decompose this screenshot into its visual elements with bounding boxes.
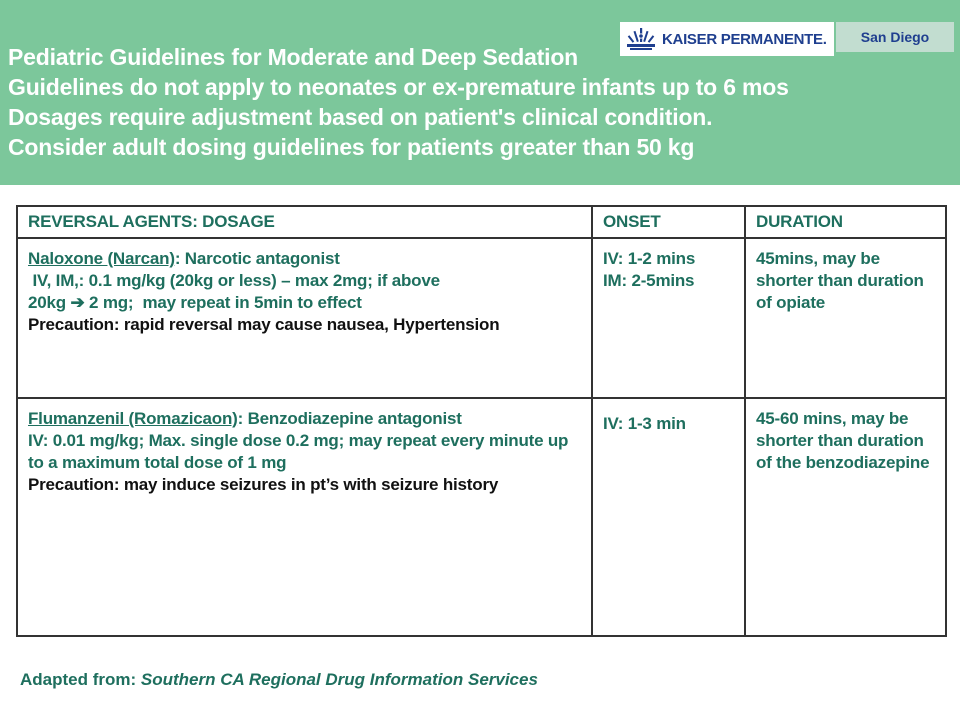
arrow-right-icon: ➔ (70, 293, 85, 312)
drug-name: Flumanzenil (Romazicaon) (28, 409, 238, 428)
dose-text: 2 mg; may repeat in 5min to effect (84, 293, 362, 312)
precaution-text: Precaution: may induce seizures in pt’s with seizure history (28, 475, 499, 494)
column-header-dosage: REVERSAL AGENTS: DOSAGE (17, 206, 592, 238)
dose-text: 20kg (28, 293, 71, 312)
precaution-text: Precaution: rapid reversal may cause nausea, Hypertension (28, 315, 500, 334)
dosage-cell (17, 398, 592, 636)
onset-text: IM: 2-5mins (603, 271, 695, 290)
onset-cell (592, 238, 745, 398)
onset-text: IV: 1-3 min (603, 414, 686, 433)
source-attribution (20, 670, 538, 690)
title-line: Pediatric Guidelines for Moderate and Deep Sedation (8, 44, 579, 70)
dosage-cell (17, 238, 592, 398)
kaiser-logo (620, 22, 834, 56)
title-line: Guidelines do not apply to neonates or ex-premature infants up to 6 mos (8, 74, 789, 100)
dose-text: IV: 0.01 mg/kg; Max. single dose 0.2 mg; may repeat every minute up to a maximum total dose of 1 mg (28, 431, 569, 472)
drug-class: : Benzodiazepine antagonist (237, 409, 462, 428)
duration-text: 45mins, may be shorter than duration of opiate (756, 249, 924, 312)
table-row (17, 238, 946, 398)
kaiser-logo-mark-icon (624, 24, 658, 54)
drug-class: : Narcotic antagonist (174, 249, 340, 268)
column-header-duration: DURATION (745, 206, 946, 238)
onset-text: IV: 1-2 mins (603, 249, 696, 268)
table-header-row (17, 206, 946, 238)
duration-cell (745, 238, 946, 398)
table-row (17, 398, 946, 636)
title-line: Consider adult dosing guidelines for patients greater than 50 kg (8, 134, 695, 160)
page-title (8, 42, 789, 162)
attribution-prefix: Adapted from: (20, 670, 141, 689)
attribution-source: Southern CA Regional Drug Information Services (140, 670, 538, 689)
column-header-onset: ONSET (592, 206, 745, 238)
duration-text: 45-60 mins, may be shorter than duration of the benzodiazepine (756, 409, 930, 472)
onset-cell (592, 398, 745, 636)
dose-text: IV, IM,: 0.1 mg/kg (20kg or less) – max 2mg; if above (28, 271, 440, 290)
region-label: San Diego (836, 22, 954, 52)
duration-cell (745, 398, 946, 636)
title-line: Dosages require adjustment based on patient's clinical condition. (8, 104, 713, 130)
header-banner (0, 0, 960, 185)
drug-name: Naloxone (Narcan) (28, 249, 175, 268)
logo-text: KAISER PERMANENTE. (662, 30, 827, 48)
reversal-agents-table (16, 205, 947, 637)
